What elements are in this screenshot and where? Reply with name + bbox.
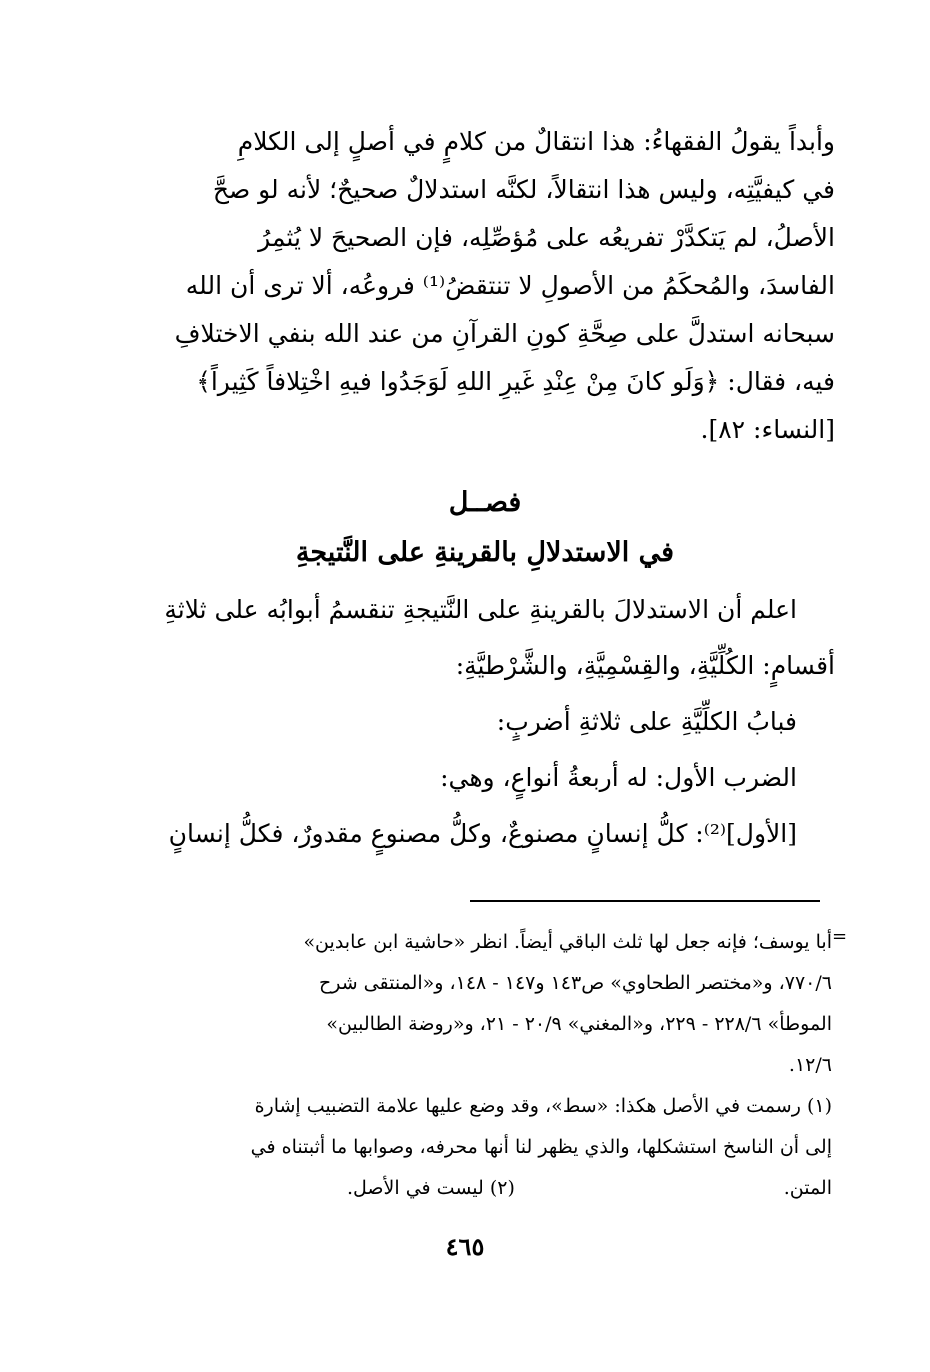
footnote-last-row xyxy=(132,1168,832,1209)
main-text-line: سبحانه استدلَّ على صِحَّةِ كونِ القرآنِ من عند الله بنفي الاختلافِ xyxy=(174,319,835,348)
footnote-gap xyxy=(515,1168,784,1209)
main-text-line-verse-reference: [النساء: ٨٢]. xyxy=(700,415,835,444)
footnote-line: ٧٧٠/٦، و«مختصر الطحاوي» ص١٤٣ و١٤٧ - ١٤٨، و«المنتقى شرح xyxy=(318,972,832,994)
footnotes-block xyxy=(132,922,832,1209)
section-text-line: أقسامٍ: الكُلِّيَّةِ، والقِسْمِيَّةِ، والشَّرْطيَّةِ: xyxy=(455,651,835,680)
main-text-line-quran-verse: فيه، فقال: ﴿وَلَو كانَ مِنْ عِنْدِ غَيرِ اللهِ لَوَجَدُوا فيهِ اخْتِلافاً كَثِيراً﴾ xyxy=(196,367,835,396)
section-text-line: [الأول]⁽²⁾: كلُّ إنسانٍ مصنوعٌ، وكلُّ مصنوعٍ مقدورٌ، فكلُّ إنسانٍ xyxy=(168,819,797,848)
main-text-line: الأصلُ، لم يَتكدَّرْ تفريعُه على مُؤصِّلِه، فإن الصحيحَ لا يُثمِرُ xyxy=(258,223,835,252)
section-text-line: اعلم أن الاستدلالَ بالقرينةِ على النَّتيجةِ تنقسمُ أبوابُه على ثلاثةِ xyxy=(164,595,797,624)
main-text-block xyxy=(135,118,835,454)
section-heading xyxy=(135,478,835,578)
footnote-line: أبا يوسف؛ فإنه جعل لها ثلث الباقي أيضاً. انظر «حاشية ابن عابدين» xyxy=(303,931,832,953)
footnote-separator xyxy=(470,900,820,902)
section-title: فصــل xyxy=(448,487,522,518)
footnote-line: الموطأ» ٢٢٨/٦ - ٢٢٩، و«المغني» ٢٠/٩ - ٢١، و«روضة الطالبين» xyxy=(326,1013,832,1035)
section-subtitle: في الاستدلالِ بالقرينةِ على النَّتيجةِ xyxy=(295,537,675,568)
footnote-1-line: (١) رسمت في الأصل هكذا: «سط»، وقد وضع عليها علامة التضبيب إشارة xyxy=(254,1095,832,1117)
footnote-continuation-mark: = xyxy=(832,926,848,947)
page-number: ٤٦٥ xyxy=(445,1232,485,1261)
section-text-line: الضرب الأول: له أربعةُ أنواعٍ، وهي: xyxy=(440,763,797,792)
section-text-line: فبابُ الكلِّيَّةِ على ثلاثةِ أضربٍ: xyxy=(496,707,797,736)
footnote-line: ١٢/٦. xyxy=(788,1054,832,1076)
footnote-1-line: إلى أن الناسخ استشكلها، والذي يظهر لنا أنها محرفه، وصوابها ما أثبتناه في xyxy=(250,1136,832,1158)
footnote-1-line: المتن. xyxy=(783,1177,832,1199)
footnote-2: (٢) ليست في الأصل. xyxy=(347,1177,515,1199)
main-text-line: وأبداً يقولُ الفقهاءُ: هذا انتقالٌ من كلامٍ في أصلٍ إلى الكلامِ xyxy=(237,127,835,156)
section-body xyxy=(135,582,835,862)
main-text-line: في كيفيَّتِه، وليس هذا انتقالاً، لكنَّه استدلالٌ صحيحٌ؛ لأنه لو صحَّ xyxy=(212,175,835,204)
main-text-line: الفاسدَ، والمُحكَمُ من الأصولِ لا تنتقضُ⁽¹⁾ فروعُه، ألا ترى أن الله xyxy=(185,271,835,300)
